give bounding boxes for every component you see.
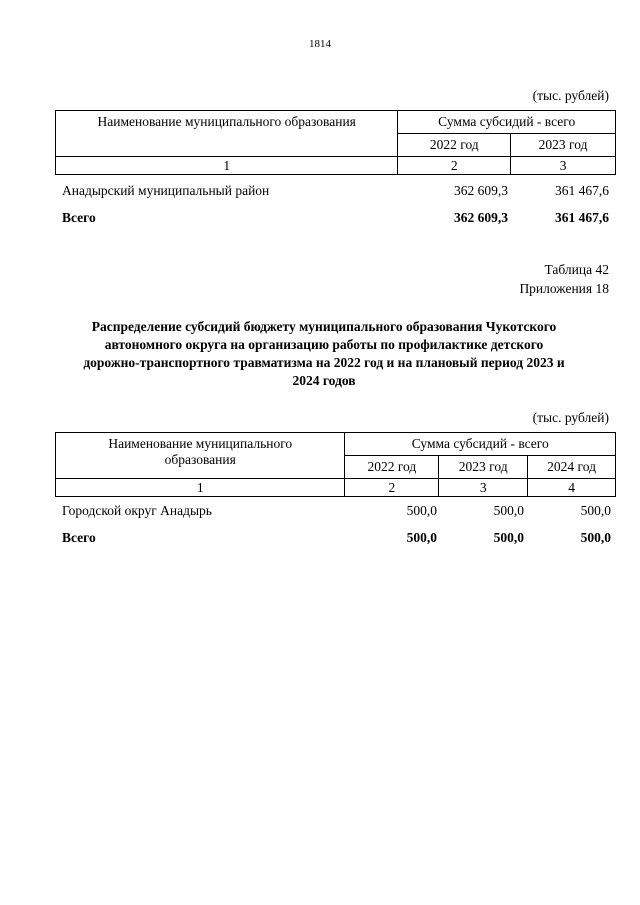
table2-heading	[40, 318, 608, 390]
table2-row-value: 500,0	[580, 503, 611, 518]
table1-units: (тыс. рублей)	[532, 88, 609, 103]
table1-total-value: 361 467,6	[555, 210, 609, 225]
table1-header	[55, 110, 616, 175]
table1-year-header: 2022 год	[398, 134, 511, 157]
heading-line: Распределение субсидий бюджету муниципального образования Чукотского	[91, 319, 557, 334]
table2-row-name: Городской округ Анадырь	[62, 503, 212, 518]
table1-total-value: 362 609,3	[454, 210, 508, 225]
table1-index-cell: 2	[398, 157, 511, 175]
table2-index-cell: 4	[528, 479, 616, 497]
table2-sum-column-header: Сумма субсидий - всего	[345, 433, 616, 456]
table2-index-cell: 1	[56, 479, 345, 497]
page-number: 1814	[309, 38, 331, 50]
appendix-number: Приложения 18	[519, 281, 609, 296]
table2-year-header: 2023 год	[439, 456, 528, 479]
heading-line: дорожно-транспортного травматизма на 2022 год и на плановый период 2023 и	[83, 355, 565, 370]
table2-total-value: 500,0	[580, 530, 611, 545]
table1-year-header: 2023 год	[511, 134, 616, 157]
table1-row-name: Анадырский муниципальный район	[62, 183, 270, 198]
table2-name-header-line: образования	[164, 452, 236, 467]
table2-year-header: 2024 год	[528, 456, 616, 479]
table1-total-label: Всего	[62, 210, 96, 225]
table-number: Таблица 42	[544, 262, 609, 277]
table2-total-value: 500,0	[406, 530, 437, 545]
table1-row	[0, 181, 640, 201]
table1-row-value: 361 467,6	[555, 183, 609, 198]
table2-index-cell: 2	[345, 479, 439, 497]
table1-index-cell: 1	[56, 157, 398, 175]
table1-row-value: 362 609,3	[454, 183, 508, 198]
table2-row-value: 500,0	[493, 503, 524, 518]
table2-header	[55, 432, 616, 497]
table1-total-row	[0, 208, 640, 228]
table2-row-value: 500,0	[406, 503, 437, 518]
table2-row	[0, 501, 640, 521]
table1-name-column-header: Наименование муниципального образования	[56, 111, 398, 157]
table-reference	[519, 260, 609, 298]
table2-total-value: 500,0	[493, 530, 524, 545]
table2-index-cell: 3	[439, 479, 528, 497]
table2-name-column-header	[56, 433, 345, 479]
heading-line: автономного округа на организацию работы по профилактике детского	[104, 337, 544, 352]
table2-name-header-line: Наименование муниципального	[108, 436, 293, 451]
table2-total-row	[0, 528, 640, 548]
table2-total-label: Всего	[62, 530, 96, 545]
table1-index-cell: 3	[511, 157, 616, 175]
table2-year-header: 2022 год	[345, 456, 439, 479]
heading-line: 2024 годов	[292, 373, 356, 388]
table1-sum-column-header: Сумма субсидий - всего	[398, 111, 616, 134]
table2-units: (тыс. рублей)	[532, 410, 609, 425]
